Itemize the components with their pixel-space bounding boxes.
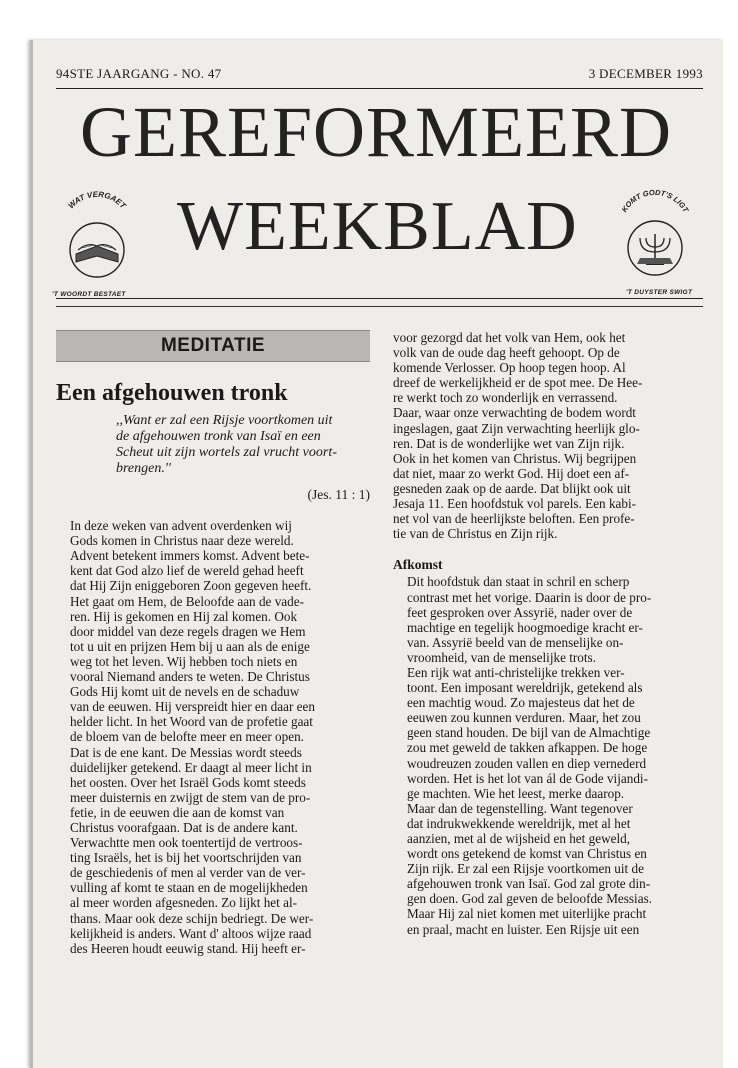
text-line: Christus voorafgaan. Dat is de andere kant.	[70, 819, 298, 835]
masthead-line-1: GEREFORMEERD	[80, 92, 673, 172]
text-line: door middel van deze regels dragen we Hem	[70, 623, 306, 639]
text-line: aanzien, met al de wijsheid en het geweld,	[407, 831, 631, 846]
text-line: Maar dan de tegenstelling. Want tegenover	[407, 800, 633, 816]
text-line: zou met geweld de takken afkappen. De hoge	[407, 740, 648, 756]
emblem-left-arc-text: WAT VERGAET	[66, 189, 128, 211]
text-line: tot u uit en prijzen Hem bij u aan als de enige	[70, 638, 310, 654]
page-spine	[30, 40, 33, 1068]
text-line: Verwachtte men ook toentertijd de vertroos-	[70, 835, 303, 851]
text-line: volk van de oude dag heeft gehoopt. Op de	[393, 345, 620, 361]
text-line: ren. Dat is de wonderlijke wet van Zijn rijk.	[393, 435, 625, 451]
text-line: weg tot het leven. Wij hebben toch niets en	[70, 653, 298, 669]
text-line: contrast met het vorige. Daarin is door de pro-	[407, 589, 652, 605]
text-line: vroomheid, van de menselijke trots.	[407, 649, 596, 665]
text-line: Daar, waar onze verwachting de bodem wordt	[393, 405, 636, 421]
quote-line: de afgehouwen tronk van Isaï en een	[116, 429, 321, 444]
text-line: meer duisternis en zwijgt de stem van de pro-	[70, 789, 311, 805]
svg-text:KOMT GODT'S LIGT	[620, 188, 691, 215]
text-line: woudreuzen zouden vallen en diep vernederd	[407, 755, 647, 771]
text-line: Ook in het komen van Christus. Wij begrijpen	[393, 450, 637, 466]
emblem-right-caption: 'T DUYSTER SWIGT	[626, 289, 693, 296]
text-line: Dit hoofdstuk dan staat in schril en scherp	[407, 574, 630, 590]
text-line: wordt ons getekend de komst van Christus en	[407, 846, 647, 862]
text-line: Advent betekent immers komst. Advent bete-	[70, 548, 310, 564]
text-line: fetie, in de eeuwen die aan de komst van	[70, 804, 285, 820]
text-line: het oosten. Over het Israël Gods komt steeds	[70, 774, 306, 790]
text-line: vulling af komt te staan en de mogelijkheden	[70, 880, 308, 896]
text-line: vooral Niemand anders te weten. De Christus	[70, 669, 310, 685]
text-line: re werkt toch zo wonderlijk en verrassend.	[393, 390, 618, 406]
text-line: ren. Hij is gekomen en Hij zal komen. Ook	[70, 608, 298, 624]
masthead-rule-thin	[56, 306, 703, 307]
text-line: kent dat God alzo lief de wereld gehad heeft	[70, 563, 304, 579]
text-line: Dat is de ene kant. De Messias wordt steeds	[70, 744, 302, 760]
quote-reference: (Jes. 11 : 1)	[307, 487, 370, 502]
text-line: komende Verlosser. Op hoop tegen hoop. Al	[393, 360, 626, 376]
text-line: een machtig woud. Zo majesteus dat het de	[407, 695, 635, 711]
text-line: dat niet, maar zo werkt God. Hij doet een af-	[393, 465, 630, 481]
text-line: Gods komen in Christus naar deze wereld.	[70, 533, 294, 549]
text-line: al meer worden afgesneden. Zo lijkt het al-	[70, 895, 298, 911]
article-paragraph	[56, 518, 370, 956]
article-subhead: Afkomst	[393, 557, 443, 573]
text-line: gesneden zaak op de aarde. Dat blijkt ook uit	[393, 480, 631, 496]
text-line: thans. Maar ook deze schijn bedriegt. De wer-	[70, 910, 314, 926]
text-line: en praal, macht en luister. Een Rijsje uit een	[407, 921, 640, 937]
text-line: afgehouwen tronk van Isaï. God zal grote din-	[407, 876, 651, 892]
text-line: In deze weken van advent overdenken wij	[70, 518, 292, 534]
text-line: dreef de werkelijkheid er de spot mee. De Hee-	[393, 375, 643, 391]
text-line: Gods Hij komt uit de nevels en de schaduw	[70, 684, 300, 700]
text-line: helder licht. In het Woord van de profetie gaat	[70, 714, 313, 730]
header-rule	[56, 88, 703, 89]
article-paragraph	[393, 574, 703, 665]
text-line: duidelijker getekend. Er daagt al meer licht in	[70, 759, 312, 775]
article-paragraph	[393, 665, 703, 801]
text-line: gen doen. God zal geven de beloofde Messias.	[407, 891, 652, 907]
quote-line: ,,Want er zal een Rijsje voortkomen uit	[116, 413, 333, 428]
emblem-left-caption: 'T WOORDT BESTAET	[52, 291, 126, 298]
section-label: MEDITATIE	[56, 330, 370, 362]
article-paragraph	[393, 801, 703, 937]
text-line: Maar Hij zal niet komen met uiterlijke pracht	[407, 906, 647, 922]
article-title: Een afgehouwen tronk	[56, 380, 288, 406]
text-line: ting Israëls, het is bij het voortschrijden van	[70, 850, 302, 866]
text-line: geen stand houden. De bijl van de Almachtige	[407, 725, 651, 741]
newspaper-page	[30, 40, 723, 1068]
text-line: dat Hij Zijn eniggeboren Zoon gegeven heeft.	[70, 578, 312, 594]
emblem-right	[610, 186, 700, 296]
text-line: toont. Een imposant wereldrijk, getekend als	[407, 680, 643, 696]
text-line: machtige en tegelijk hoogmoedige kracht er-	[407, 619, 643, 635]
article-paragraph	[393, 330, 703, 541]
text-line: eeuwen zou kunnen verduren. Maar, het zou	[407, 710, 641, 726]
masthead-line-2: WEEKBLAD	[177, 188, 578, 265]
emblem-right-arc-text: KOMT GODT'S LIGT	[619, 187, 691, 214]
quote-line: Scheut uit zijn wortels zal vrucht voort-	[116, 445, 337, 460]
text-line: Een rijk wat anti-christelijke trekken ver-	[407, 664, 625, 680]
text-line: voor gezorgd dat het volk van Hem, ook het	[393, 330, 626, 345]
emblem-left	[52, 188, 142, 298]
left-column	[56, 330, 370, 956]
text-line: Het gaat om Hem, de Beloofde aan de vade-	[70, 593, 304, 609]
text-line: Zijn rijk. Er zal een Rijsje voortkomen uit de	[407, 861, 644, 877]
quote-line: brengen.''	[116, 461, 171, 476]
scripture-quote	[116, 413, 370, 477]
right-column	[393, 330, 703, 937]
candlestick-emblem-icon	[610, 186, 700, 282]
text-line: Jesaja 11. Een hoofdstuk vol parels. Een kabi-	[393, 496, 637, 512]
masthead-rule	[56, 298, 703, 299]
issue-date: 3 DECEMBER 1993	[588, 66, 703, 81]
text-line: de geschiedenis of men al verder van de ver-	[70, 865, 306, 881]
text-line: worden. Het is het lot van ál de Gode vijandi-	[407, 770, 648, 786]
text-line: ingeslagen, gaat Zijn verwachting heerlijk glo-	[393, 420, 640, 436]
svg-text:WAT VERGAET	[66, 190, 128, 211]
text-line: de bloem van de belofte meer en meer open.	[70, 729, 304, 745]
text-line: net vol van de heerlijkste beloften. Een profe-	[393, 511, 635, 527]
text-line: des Heeren houdt eeuwig stand. Hij heeft er-	[70, 940, 306, 956]
text-line: tie van de Christus en Zijn rijk.	[393, 526, 558, 542]
text-line: van de eeuwen. Hij verspreidt hier en daar een	[70, 699, 315, 715]
text-line: kelijkheid is anders. Want d' altoos wijze raad	[70, 925, 312, 941]
text-line: dat indrukwekkende wereldrijk, met al het	[407, 815, 631, 831]
text-line: ge machten. Wie het leest, merke daarop.	[407, 785, 625, 801]
bible-emblem-icon	[52, 188, 142, 284]
issue-number: 94STE JAARGANG - NO. 47	[56, 66, 222, 81]
text-line: feet gesproken over Assyrië, nader over de	[407, 604, 633, 620]
text-line: van. Assyrië beeld van de menselijke on-	[407, 634, 624, 650]
